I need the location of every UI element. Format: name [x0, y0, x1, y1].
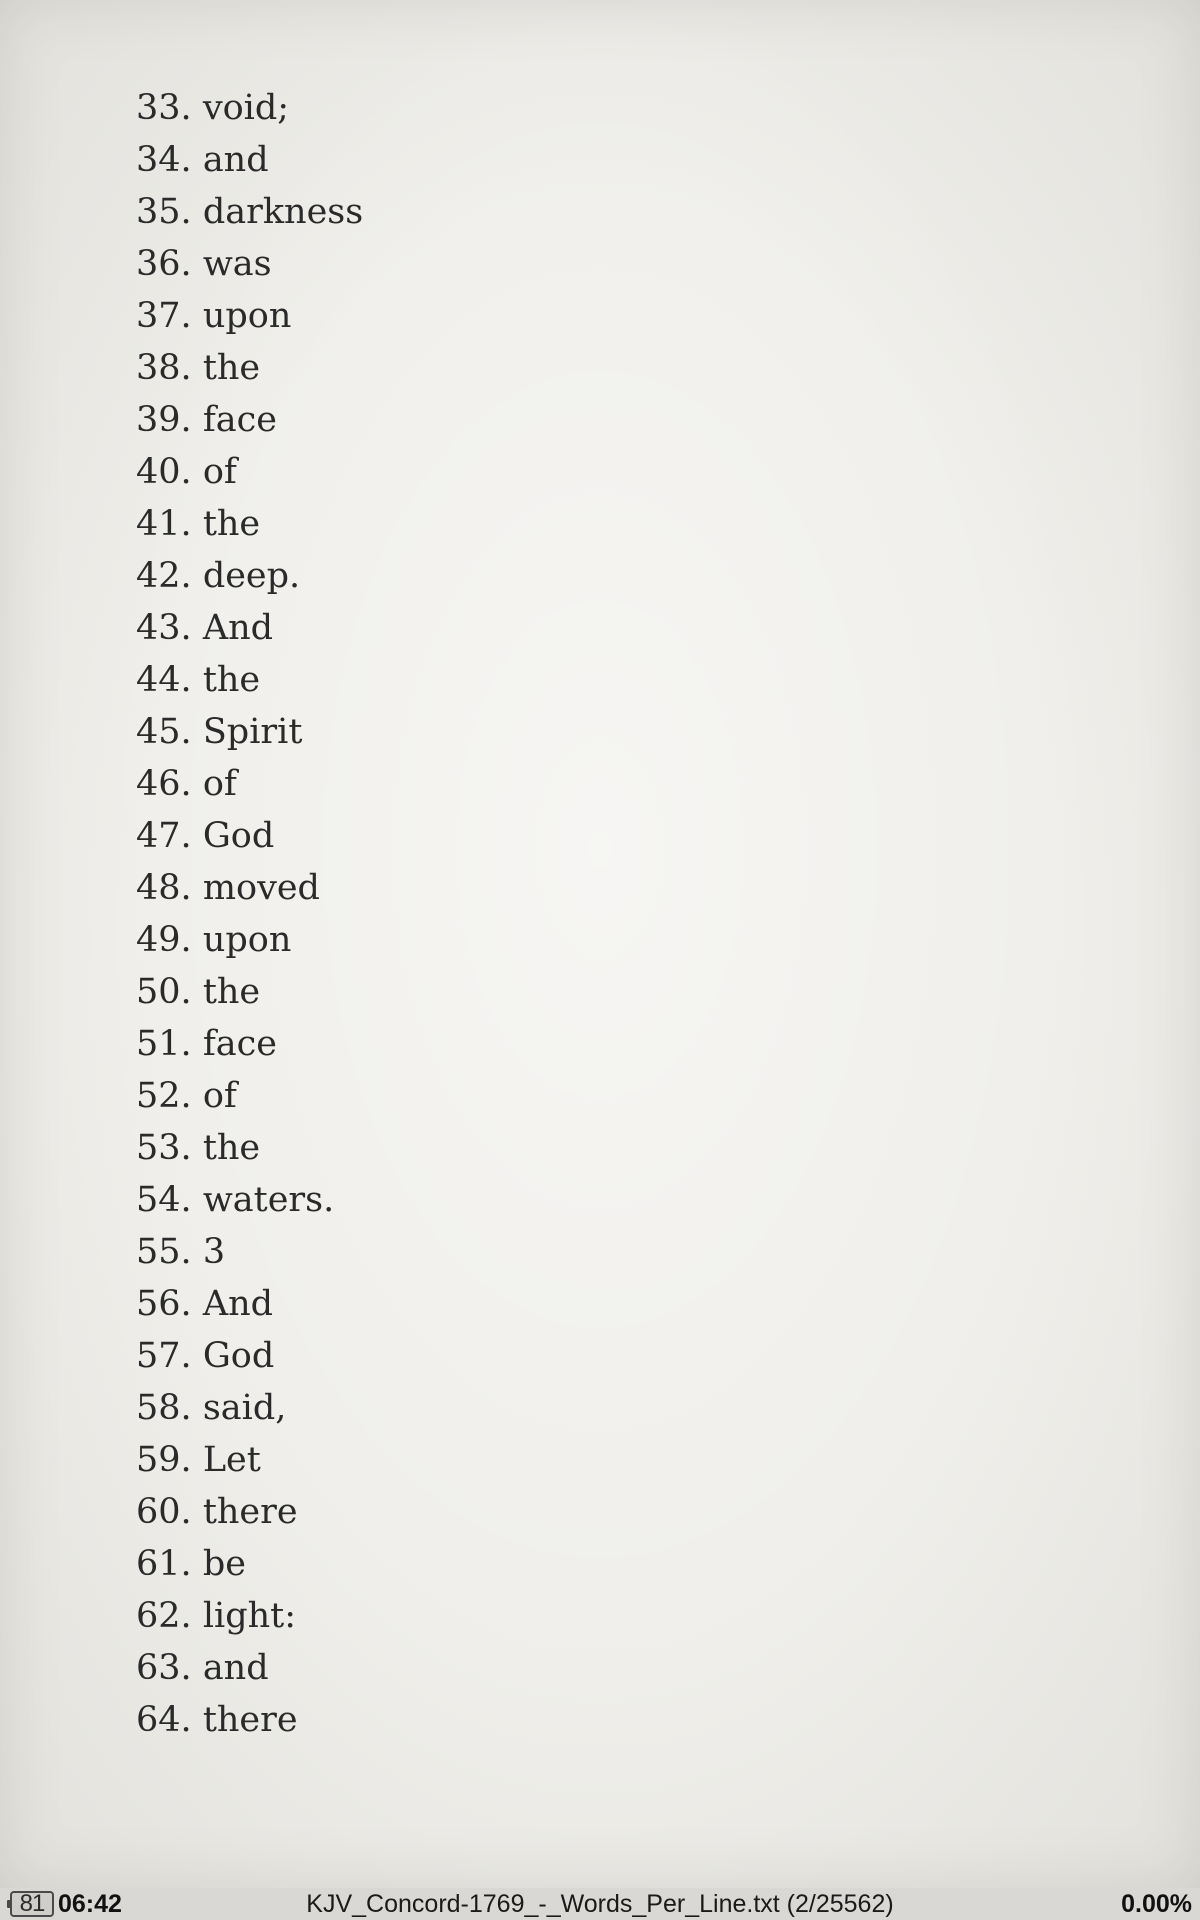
line-word: face — [202, 400, 277, 440]
text-line — [136, 1018, 363, 1070]
line-word: moved — [202, 868, 320, 908]
line-word: God — [202, 816, 275, 856]
line-number: 43. — [136, 608, 192, 648]
line-number: 56. — [136, 1284, 192, 1324]
text-line — [136, 1486, 363, 1538]
text-line — [136, 446, 363, 498]
text-line — [136, 238, 363, 290]
line-number: 35. — [136, 192, 192, 232]
line-word: the — [202, 348, 261, 388]
line-number: 62. — [136, 1596, 192, 1636]
text-line — [136, 1330, 363, 1382]
line-number: 37. — [136, 296, 192, 336]
line-number: 64. — [136, 1700, 192, 1740]
line-word: darkness — [202, 192, 364, 232]
line-word: the — [202, 504, 261, 544]
line-word: deep. — [202, 556, 301, 596]
line-word: be — [202, 1544, 246, 1584]
text-line — [136, 394, 363, 446]
text-line — [136, 186, 363, 238]
line-word: light: — [202, 1596, 297, 1636]
line-word: there — [202, 1700, 298, 1740]
battery-level: 81 — [19, 1890, 45, 1917]
text-line — [136, 1382, 363, 1434]
text-line — [136, 1590, 363, 1642]
line-number: 54. — [136, 1180, 192, 1220]
text-line — [136, 1226, 363, 1278]
line-number: 40. — [136, 452, 192, 492]
line-word: And — [202, 1284, 274, 1324]
line-number: 33. — [136, 88, 192, 128]
text-line — [136, 1642, 363, 1694]
text-line — [136, 914, 363, 966]
status-bar — [0, 1888, 1200, 1920]
text-line — [136, 1694, 363, 1746]
line-word: and — [202, 1648, 269, 1688]
line-number: 47. — [136, 816, 192, 856]
line-word: Let — [202, 1440, 261, 1480]
line-word: waters. — [202, 1180, 335, 1220]
text-content — [136, 82, 363, 1746]
reading-progress: 0.00% — [1121, 1890, 1192, 1918]
text-line — [136, 706, 363, 758]
text-line — [136, 1434, 363, 1486]
clock: 06:42 — [58, 1890, 122, 1918]
text-line — [136, 342, 363, 394]
line-number: 34. — [136, 140, 192, 180]
text-line — [136, 966, 363, 1018]
text-line — [136, 654, 363, 706]
line-number: 39. — [136, 400, 192, 440]
line-number: 49. — [136, 920, 192, 960]
line-number: 57. — [136, 1336, 192, 1376]
text-line — [136, 1538, 363, 1590]
line-word: face — [202, 1024, 277, 1064]
text-line — [136, 1070, 363, 1122]
text-line — [136, 134, 363, 186]
line-word: And — [202, 608, 274, 648]
line-word: of — [202, 764, 237, 804]
line-number: 55. — [136, 1232, 192, 1272]
text-line — [136, 1174, 363, 1226]
line-number: 36. — [136, 244, 192, 284]
line-number: 52. — [136, 1076, 192, 1116]
line-word: 3 — [202, 1232, 226, 1272]
text-line — [136, 810, 363, 862]
line-word: the — [202, 660, 261, 700]
line-word: said, — [202, 1388, 287, 1428]
line-word: the — [202, 1128, 261, 1168]
line-number: 45. — [136, 712, 192, 752]
line-number: 44. — [136, 660, 192, 700]
line-number: 42. — [136, 556, 192, 596]
line-number: 58. — [136, 1388, 192, 1428]
line-word: was — [202, 244, 272, 284]
text-line — [136, 602, 363, 654]
text-line — [136, 758, 363, 810]
line-word: of — [202, 1076, 237, 1116]
line-number: 63. — [136, 1648, 192, 1688]
line-word: of — [202, 452, 237, 492]
line-word: there — [202, 1492, 298, 1532]
line-number: 59. — [136, 1440, 192, 1480]
text-line — [136, 290, 363, 342]
line-word: upon — [202, 920, 292, 960]
text-line — [136, 498, 363, 550]
line-number: 60. — [136, 1492, 192, 1532]
line-number: 51. — [136, 1024, 192, 1064]
document-title: KJV_Concord-1769_-_Words_Per_Line.txt (2/25562) — [306, 1890, 894, 1918]
line-number: 50. — [136, 972, 192, 1012]
line-word: Spirit — [202, 712, 303, 752]
line-word: and — [202, 140, 269, 180]
text-line — [136, 862, 363, 914]
text-line — [136, 1278, 363, 1330]
line-number: 41. — [136, 504, 192, 544]
line-word: God — [202, 1336, 275, 1376]
line-number: 48. — [136, 868, 192, 908]
text-line — [136, 550, 363, 602]
line-number: 53. — [136, 1128, 192, 1168]
line-number: 38. — [136, 348, 192, 388]
line-number: 61. — [136, 1544, 192, 1584]
line-word: the — [202, 972, 261, 1012]
text-line — [136, 82, 363, 134]
line-number: 46. — [136, 764, 192, 804]
text-line — [136, 1122, 363, 1174]
line-word: upon — [202, 296, 292, 336]
line-word: void; — [202, 88, 290, 128]
